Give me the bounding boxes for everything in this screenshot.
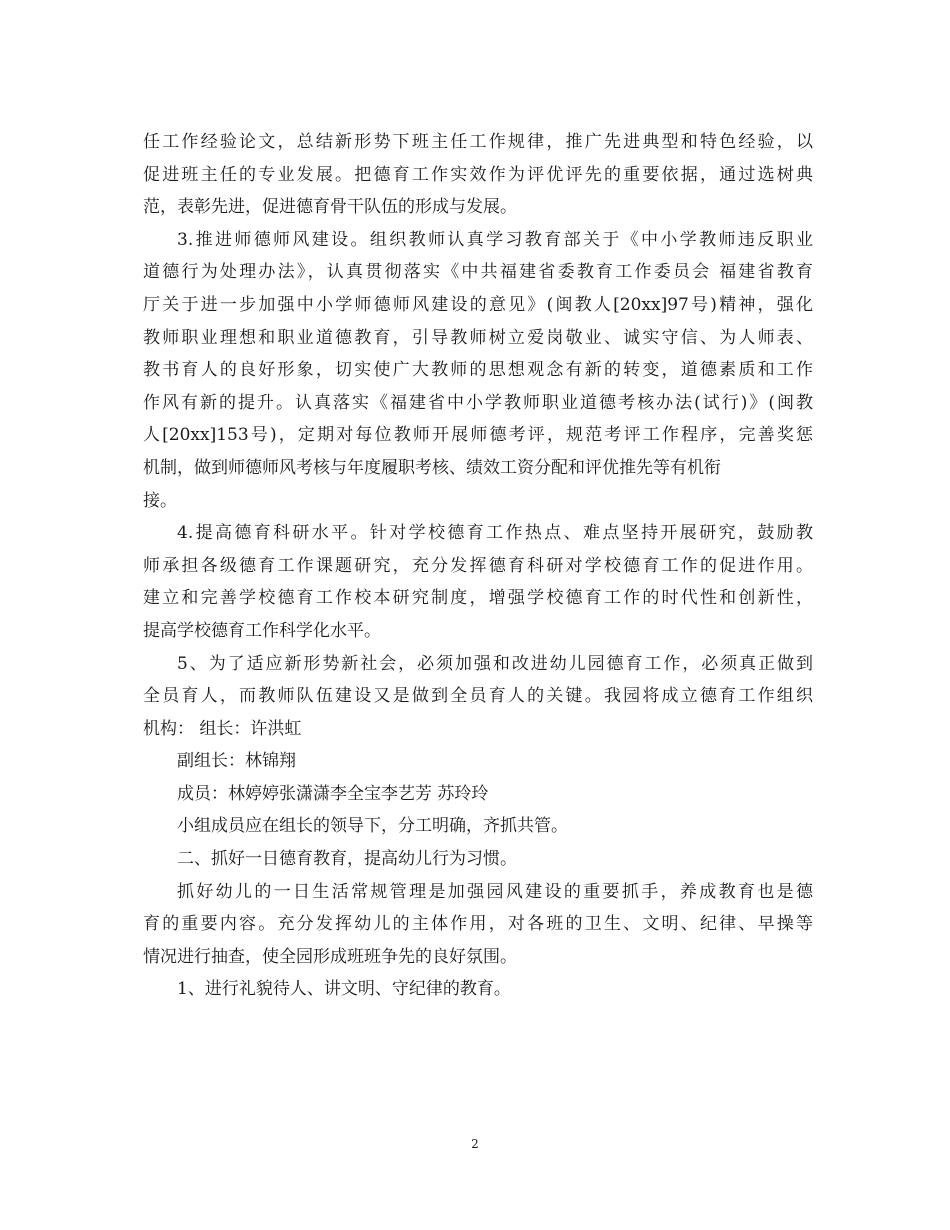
page-number: 2 — [471, 1137, 479, 1151]
text-line: 范，表彰先进，促进德育骨干队伍的形成与发展。 — [143, 197, 517, 218]
text-line: 小组成员应在组长的领导下，分工明确，齐抓共管。 — [177, 816, 568, 837]
text-line: 情况进行抽查，使全园形成班班争先的良好氛围。 — [143, 946, 517, 967]
text-line: 促进班主任的专业发展。把德育工作实效作为评优评先的重要依据，通过选树典 — [143, 164, 813, 185]
text-line: 道德行为处理办法》，认真贯彻落实《中共福建省委教育工作委员会 福建省教育 — [143, 262, 813, 283]
text-line: 二、抓好一日德育教育，提高幼儿行为习惯。 — [177, 849, 517, 870]
text-line: 厅关于进一步加强中小学师德师风建设的意见》(闽教人[20xx]97号)精神，强化 — [143, 294, 813, 315]
text-line: 副组长：林锦翔 — [177, 751, 296, 772]
text-line: 作风有新的提升。认真落实《福建省中小学教师职业道德考核办法(试行)》(闽教 — [143, 392, 813, 413]
document-body — [143, 126, 813, 1006]
text-line: 机制，做到师德师风考核与年度履职考核、绩效工资分配和评优推先等有机衔 — [143, 457, 721, 478]
text-line: 教师职业理想和职业道德教育，引导教师树立爱岗敬业、诚实守信、为人师表、 — [143, 327, 813, 348]
text-line: 育的重要内容。充分发挥幼儿的主体作用，对各班的卫生、文明、纪律、早操等 — [143, 914, 813, 935]
text-line: 机构： 组长：许洪虹 — [143, 718, 302, 739]
text-line: 人[20xx]153号)，定期对每位教师开展师德考评，规范考评工作程序，完善奖惩 — [143, 425, 813, 446]
text-line: 任工作经验论文，总结新形势下班主任工作规律，推广先进典型和特色经验，以 — [143, 132, 813, 152]
text-line: 1、进行礼貌待人、讲文明、守纪律的教育。 — [177, 979, 511, 1000]
text-line: 3.推进师德师风建设。组织教师认真学习教育部关于《中小学教师违反职业 — [177, 229, 813, 250]
text-line: 成员：林婷婷张潇潇李全宝李艺芳 苏玲玲 — [177, 783, 489, 804]
text-line: 建立和完善学校德育工作校本研究制度，增强学校德育工作的时代性和创新性， — [143, 588, 813, 609]
text-line: 全员育人，而教师队伍建设又是做到全员育人的关键。我园将成立德育工作组织 — [143, 686, 813, 707]
text-line: 教书育人的良好形象，切实使广大教师的思想观念有新的转变，道德素质和工作 — [143, 360, 813, 381]
text-line: 抓好幼儿的一日生活常规管理是加强园风建设的重要抓手，养成教育也是德 — [177, 881, 813, 902]
text-line: 师承担各级德育工作课题研究，充分发挥德育科研对学校德育工作的促进作用。 — [143, 555, 813, 576]
text-line: 5、为了适应新形势新社会，必须加强和改进幼儿园德育工作，必须真正做到 — [177, 653, 813, 674]
text-line: 4.提高德育科研水平。针对学校德育工作热点、难点坚持开展研究，鼓励教 — [177, 523, 813, 544]
text-line: 接。 — [143, 490, 177, 511]
text-line: 提高学校德育工作科学化水平。 — [143, 620, 381, 641]
